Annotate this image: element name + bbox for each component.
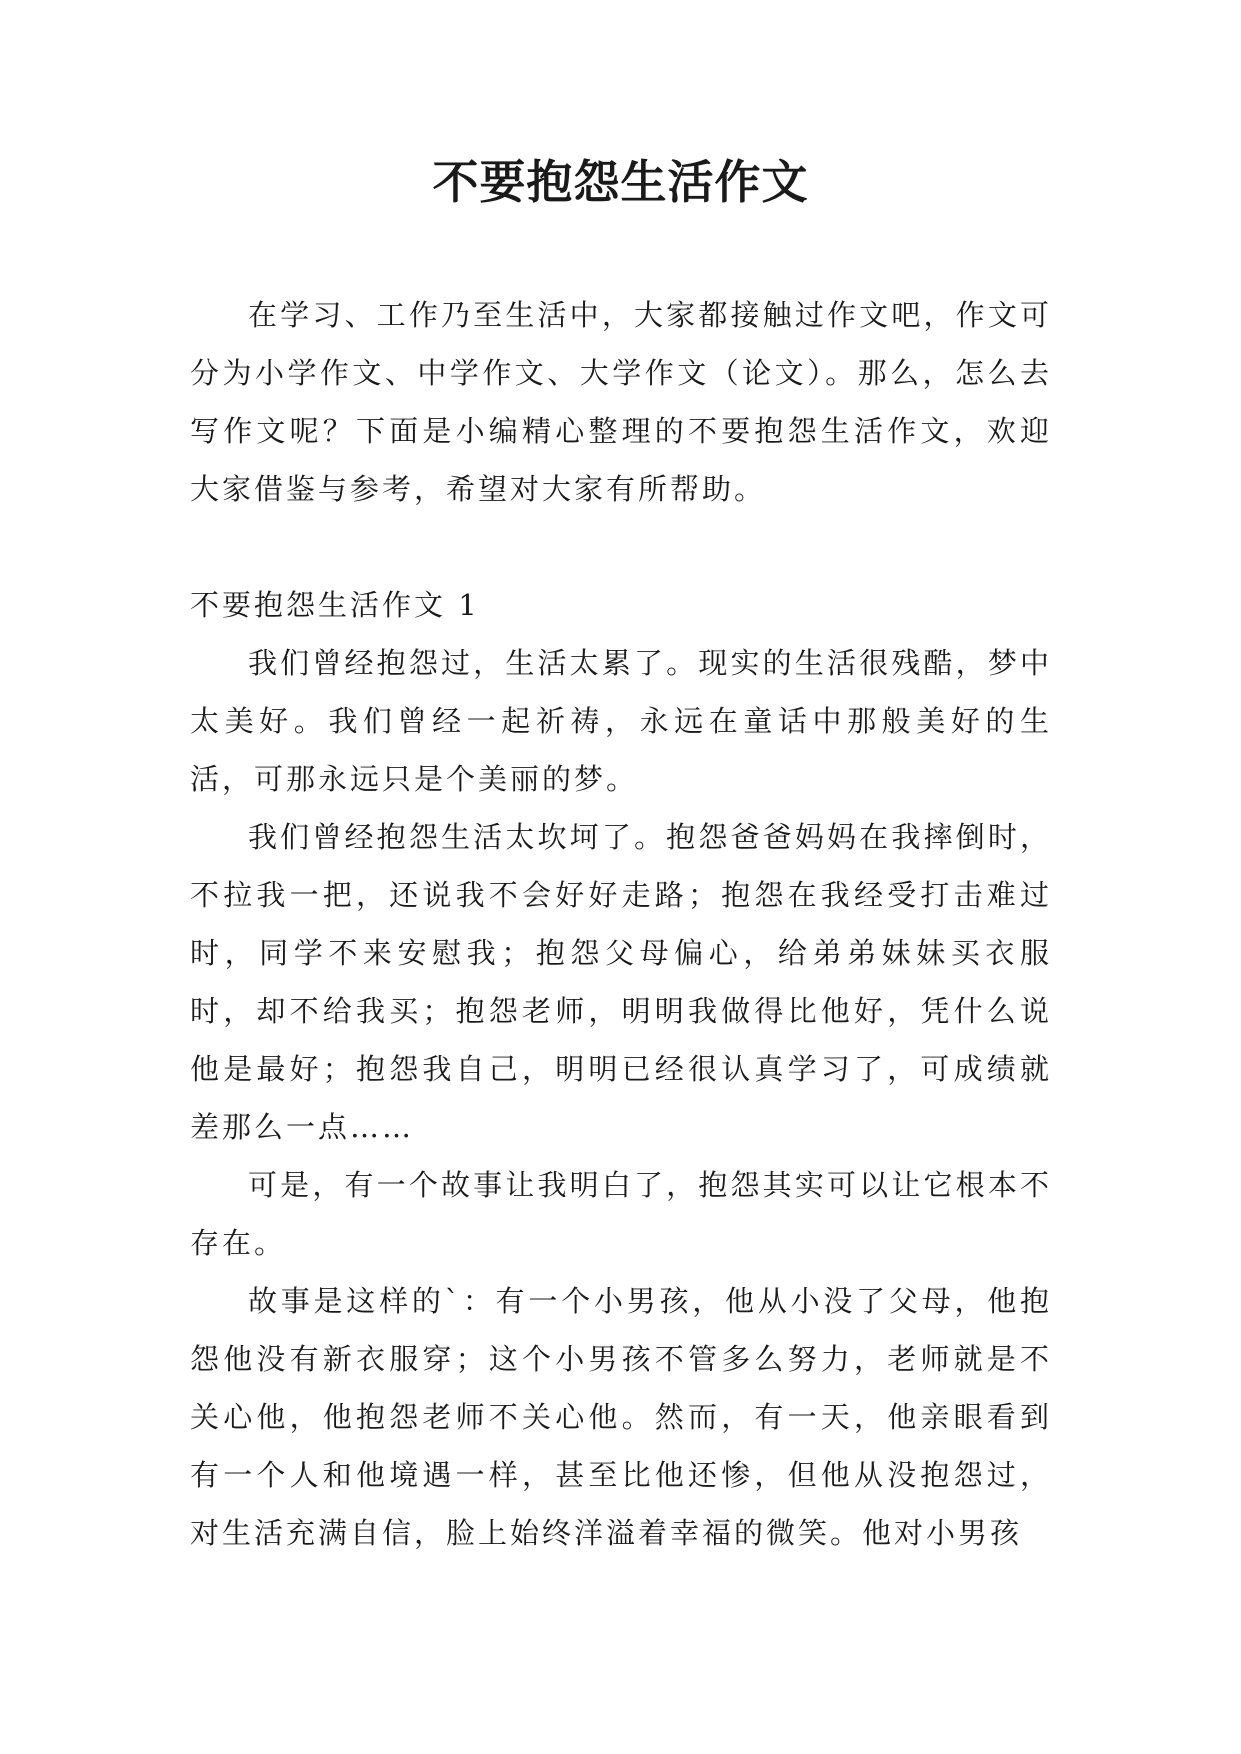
document-body bbox=[190, 286, 1052, 1562]
body-paragraph: 故事是这样的`：有一个小男孩，他从小没了父母，他抱怨他没有新衣服穿；这个小男孩不管多么努力，老师就是不关心他，他抱怨老师不关心他。然而，有一天，他亲眼看到有一个人和他境遇一样，甚至比他还惨，但他从没抱怨过，对生活充满自信，脸上始终洋溢着幸福的微笑。他对小男孩 bbox=[190, 1284, 1052, 1550]
body-paragraph: 我们曾经抱怨生活太坎坷了。抱怨爸爸妈妈在我摔倒时，不拉我一把，还说我不会好好走路；抱怨在我经受打击难过时，同学不来安慰我；抱怨父母偏心，给弟弟妹妹买衣服时，却不给我买；抱怨老师，明明我做得比他好，凭什么说他是最好；抱怨我自己，明明已经很认真学习了，可成绩就差那么一点…… bbox=[190, 820, 1052, 1144]
document-title: 不要抱怨生活作文 bbox=[432, 155, 809, 209]
intro-paragraph: 在学习、工作乃至生活中，大家都接触过作文吧，作文可分为小学作文、中学作文、大学作文（论文）。那么，怎么去写作文呢？下面是小编精心整理的不要抱怨生活作文，欢迎大家借鉴与参考，希望对大家有所帮助。 bbox=[190, 298, 1052, 506]
body-paragraph: 可是，有一个故事让我明白了，抱怨其实可以让它根本不存在。 bbox=[190, 1168, 1052, 1260]
body-paragraph: 我们曾经抱怨过，生活太累了。现实的生活很残酷，梦中太美好。我们曾经一起祈祷，永远在童话中那般美好的生活，可那永远只是个美丽的梦。 bbox=[190, 646, 1052, 796]
section-heading: 不要抱怨生活作文 1 bbox=[190, 588, 480, 622]
